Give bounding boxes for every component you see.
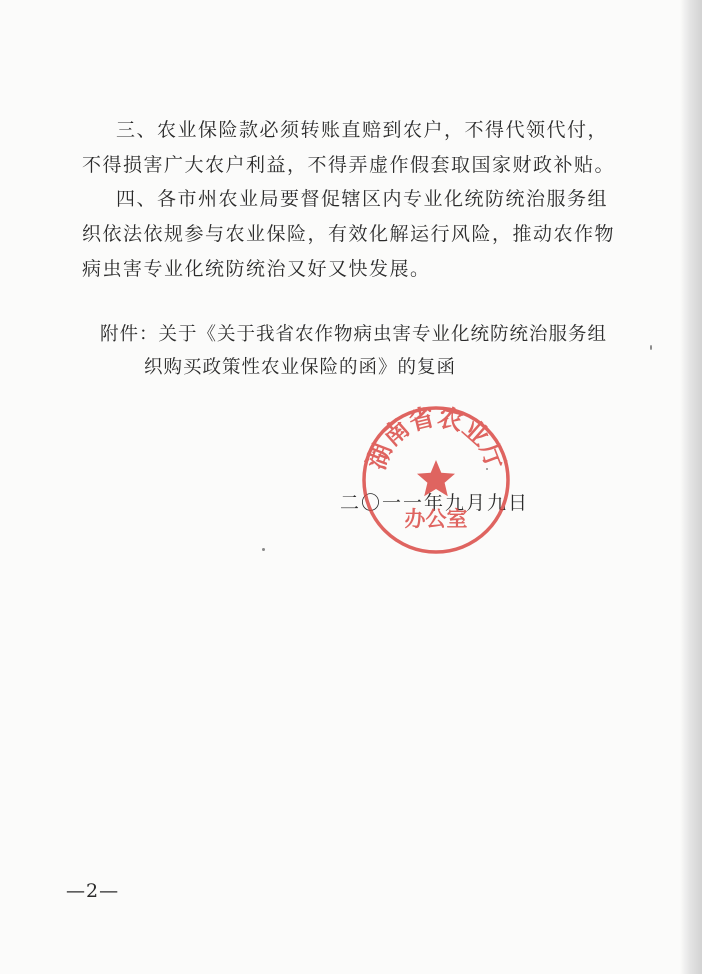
scan-edge-shadow bbox=[680, 0, 702, 974]
scan-speck bbox=[262, 548, 265, 551]
attachment-line-2: 织购买政策性农业保险的函》的复函 bbox=[144, 357, 457, 378]
official-seal-icon bbox=[356, 400, 516, 560]
attachment-note bbox=[100, 318, 620, 384]
attachment-line-1: 附件：关于《关于我省农作物病虫害专业化统防统治服务组 bbox=[100, 324, 608, 345]
scan-speck bbox=[650, 345, 652, 350]
seal-dept-text: 办公室 bbox=[404, 507, 468, 531]
paragraph-supervision: 四、各市州农业局要督促辖区内专业化统防统治服务组织依法依规参与农业保险，有效化解运行风险，推动农作物病虫害专业化统防统治又好又快发展。 bbox=[82, 188, 616, 280]
paragraph-insurance-payment: 三、农业保险款必须转账直赔到农户，不得代领代付，不得损害广大农户利益，不得弄虚作假套取国家财政补贴。 bbox=[82, 119, 616, 176]
document-date: 二〇一一年九月九日 bbox=[340, 492, 530, 514]
seal-org-text: 湖南省农业厅 bbox=[361, 402, 511, 474]
page-number: —2— bbox=[66, 880, 120, 902]
seal-star-icon bbox=[417, 460, 455, 496]
